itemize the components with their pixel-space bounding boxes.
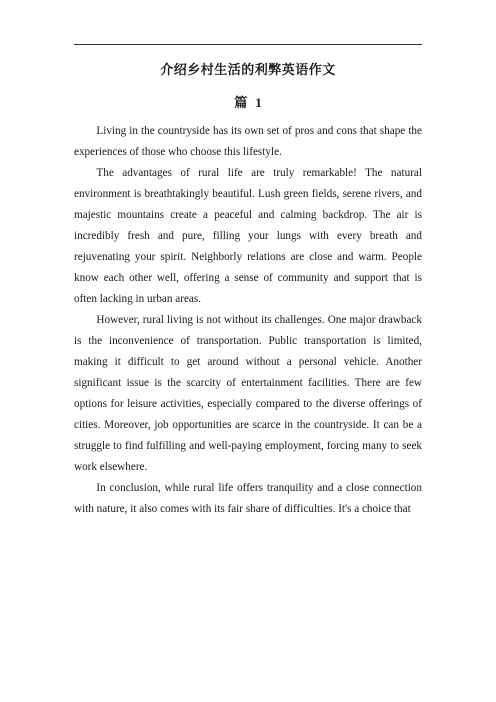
section-number: 1 — [255, 95, 262, 110]
section-heading — [74, 94, 422, 113]
document-title: 介绍乡村生活的利弊英语作文 — [160, 63, 336, 78]
document-page — [74, 62, 422, 520]
header-rule — [74, 44, 422, 45]
section-label: 篇 — [234, 96, 248, 111]
paragraph-advantages: The advantages of rural life are truly remarkable! The natural environment is breathtakingly beautiful. Lush green fields, serene rivers, and majestic mountains create a peaceful and calming backdrop. The air is incredibly fresh and pure, filling your lungs with every breath and rejuvenating your spirit. Neighborly relations are close and warm. People know each other well, offering a sense of community and support that is often lacking in urban areas. — [74, 167, 422, 305]
paragraph-intro: Living in the countryside has its own set of pros and cons that shape the experiences of those who choose this lifestyle. — [74, 125, 422, 158]
paragraph-challenges: However, rural living is not without its challenges. One major drawback is the inconvenience of transportation. Public transportation is limited, making it difficult to get around without a personal vehicle. Another significant issue is the scarcity of entertainment facilities. There are few options for leisure activities, especially compared to the diverse offerings of cities. Moreover, job opportunities are scarce in the countryside. It can be a struggle to find fulfilling and well-paying employment, forcing many to seek work elsewhere. — [74, 314, 422, 473]
paragraph-conclusion: In conclusion, while rural life offers tranquility and a close connection with nature, it also comes with its fair share of difficulties. It's a choice that — [74, 482, 422, 515]
